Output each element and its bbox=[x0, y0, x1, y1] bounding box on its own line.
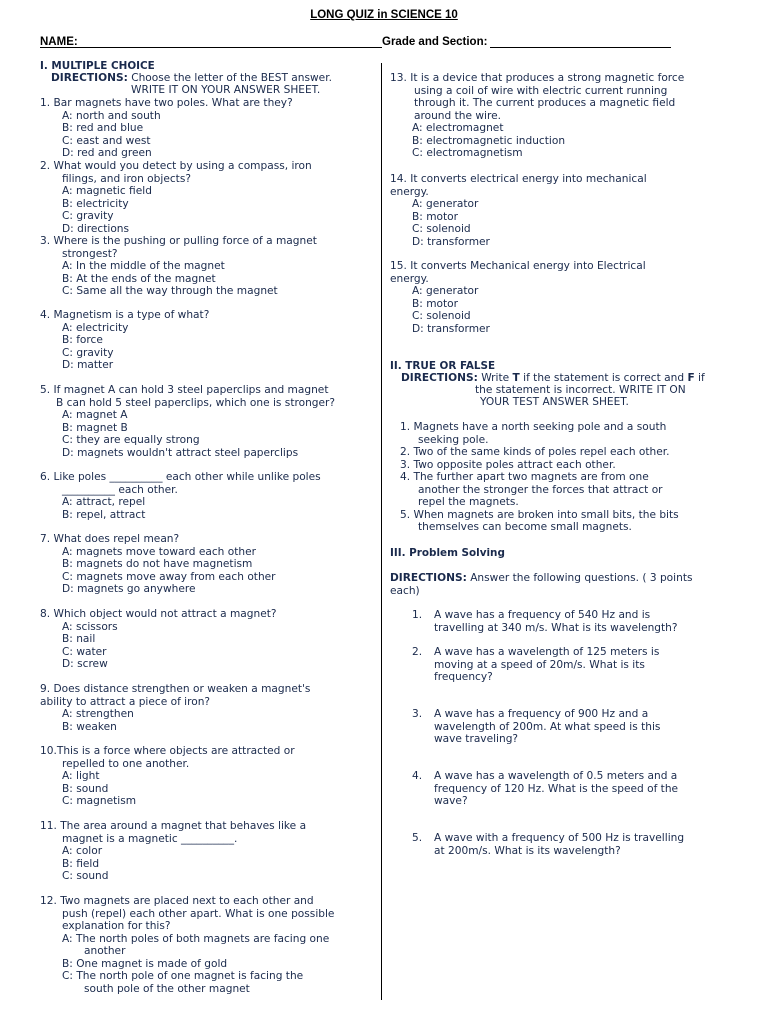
question-text: using a coil of wire with electric current running bbox=[414, 84, 668, 97]
choice: C: electromagnetism bbox=[412, 147, 523, 159]
choice: A: generator bbox=[412, 285, 479, 297]
choice: D: transformer bbox=[412, 322, 490, 335]
question-9 bbox=[40, 683, 310, 733]
mc-directions-text: Choose the letter of the BEST answer. bbox=[131, 72, 332, 84]
problem-4 bbox=[412, 770, 678, 808]
problem-3 bbox=[412, 708, 660, 746]
problem-text: frequency? bbox=[434, 671, 493, 683]
question-text: 5. If magnet A can hold 3 steel paperclips and magnet bbox=[40, 384, 329, 396]
choice: A: scissors bbox=[62, 620, 118, 633]
choice: A: magnetic field bbox=[62, 185, 152, 197]
ps-directions bbox=[390, 572, 693, 585]
choice: D: magnets go anywhere bbox=[62, 583, 196, 595]
mc-directions-label: DIRECTIONS: bbox=[51, 72, 128, 84]
tf-directions-text: if the statement is correct and bbox=[519, 372, 688, 384]
problem-text: at 200m/s. What is its wavelength? bbox=[434, 844, 621, 857]
tf-item: 4. The further apart two magnets are from one bbox=[400, 471, 649, 483]
choice: A: strengthen bbox=[62, 708, 134, 720]
problem-text: moving at a speed of 20m/s. What is its bbox=[434, 658, 645, 671]
choice: A: attract, repel bbox=[62, 496, 146, 508]
choice: C: they are equally strong bbox=[62, 434, 200, 446]
choice: C: gravity bbox=[62, 346, 114, 359]
question-text: 11. The area around a magnet that behaves like a bbox=[40, 820, 307, 832]
tf-item: 5. When magnets are broken into small bits, the bits bbox=[400, 508, 679, 521]
choice: A: color bbox=[62, 845, 103, 857]
tf-false-letter: F bbox=[687, 372, 695, 384]
choice: D: magnets wouldn't attract steel paperclips bbox=[62, 446, 299, 459]
question-5 bbox=[40, 384, 335, 459]
question-text: 9. Does distance strengthen or weaken a magnet's bbox=[40, 683, 311, 695]
choice: C: sound bbox=[62, 870, 109, 882]
tf-item: 2. Two of the same kinds of poles repel each other. bbox=[400, 446, 670, 458]
question-1 bbox=[40, 97, 293, 160]
question-13 bbox=[390, 72, 684, 160]
choice: B: nail bbox=[62, 633, 96, 645]
question-text: around the wire. bbox=[414, 109, 501, 122]
column-divider bbox=[381, 63, 382, 1000]
problem-text: A wave has a wavelength of 0.5 meters and a bbox=[434, 770, 678, 782]
question-text: push (repel) each other apart. What is one possible bbox=[62, 907, 335, 920]
question-text: B can hold 5 steel paperclips, which one is stronger? bbox=[56, 396, 336, 409]
question-text: 7. What does repel mean? bbox=[40, 533, 180, 545]
problem-text: wave? bbox=[434, 795, 468, 807]
problem-text: wave traveling? bbox=[434, 733, 519, 745]
question-14 bbox=[390, 173, 647, 248]
question-text: 2. What would you detect by using a compass, iron bbox=[40, 160, 312, 172]
tf-item: repel the magnets. bbox=[418, 496, 519, 508]
question-text: energy. bbox=[390, 185, 429, 198]
problem-text: A wave has a frequency of 540 Hz and is bbox=[434, 609, 651, 621]
choice: B: repel, attract bbox=[62, 508, 146, 521]
choice: C: The north pole of one magnet is facing the bbox=[62, 970, 304, 982]
problem-number: 2. bbox=[412, 646, 423, 658]
choice: A: electricity bbox=[62, 321, 129, 334]
question-text: repelled to one another. bbox=[62, 757, 190, 770]
tf-directions-text: Write bbox=[481, 372, 513, 384]
multiple-choice-heading: I. MULTIPLE CHOICE bbox=[40, 60, 155, 72]
question-text: filings, and iron objects? bbox=[62, 172, 191, 185]
question-text: 10.This is a force where objects are attracted or bbox=[40, 745, 295, 757]
choice: B: force bbox=[62, 334, 103, 346]
problem-1 bbox=[412, 609, 678, 634]
question-text: through it. The current produces a magnetic field bbox=[414, 97, 676, 109]
ps-directions-text-2: each) bbox=[390, 585, 420, 597]
choice: A: north and south bbox=[62, 109, 161, 122]
choice: A: In the middle of the magnet bbox=[62, 260, 225, 272]
tf-item: 3. Two opposite poles attract each other. bbox=[400, 458, 616, 471]
tf-directions-text: if bbox=[694, 372, 705, 384]
choice: C: water bbox=[62, 645, 107, 658]
question-text: 1. Bar magnets have two poles. What are they? bbox=[40, 97, 293, 109]
name-field-line[interactable] bbox=[40, 47, 382, 48]
problem-text: A wave has a wavelength of 125 meters is bbox=[434, 646, 660, 658]
question-7 bbox=[40, 533, 276, 596]
question-8 bbox=[40, 608, 277, 671]
quiz-title: LONG QUIZ in SCIENCE 10 bbox=[310, 9, 458, 21]
question-text: 12. Two magnets are placed next to each other and bbox=[40, 895, 314, 907]
tf-item: seeking pole. bbox=[418, 433, 489, 446]
choice: B: electromagnetic induction bbox=[412, 134, 566, 147]
choice: A: The north poles of both magnets are facing one bbox=[62, 932, 330, 945]
choice: D: red and green bbox=[62, 147, 152, 159]
tf-list bbox=[400, 421, 679, 534]
question-11 bbox=[40, 820, 306, 883]
choice: B: At the ends of the magnet bbox=[62, 272, 216, 285]
choice: C: Same all the way through the magnet bbox=[62, 285, 278, 297]
choice: B: motor bbox=[412, 297, 458, 310]
choice: C: gravity bbox=[62, 210, 114, 222]
ps-directions-text: Answer the following questions. ( 3 points bbox=[470, 572, 693, 584]
tf-item: 1. Magnets have a north seeking pole and a south bbox=[400, 421, 667, 433]
question-text: 4. Magnetism is a type of what? bbox=[40, 309, 210, 321]
choice: C: east and west bbox=[62, 134, 151, 147]
problem-solving-heading: III. Problem Solving bbox=[390, 547, 505, 559]
name-label: NAME: bbox=[40, 36, 78, 48]
choice: B: weaken bbox=[62, 720, 117, 733]
mc-directions bbox=[51, 72, 332, 85]
question-4 bbox=[40, 309, 209, 372]
choice: D: transformer bbox=[412, 235, 490, 248]
choice: south pole of the other magnet bbox=[84, 982, 250, 995]
tf-directions bbox=[401, 372, 705, 385]
question-text: magnet is a magnetic __________. bbox=[62, 832, 238, 845]
problem-text: A wave has a frequency of 900 Hz and a bbox=[434, 708, 649, 720]
question-text: 3. Where is the pushing or pulling force of a magnet bbox=[40, 235, 317, 247]
choice: A: generator bbox=[412, 198, 479, 210]
choice: B: motor bbox=[412, 210, 458, 223]
choice: C: magnetism bbox=[62, 795, 137, 807]
question-12 bbox=[40, 895, 334, 995]
tf-true-letter: T bbox=[512, 372, 520, 384]
question-text: 13. It is a device that produces a strong magnetic force bbox=[390, 72, 685, 84]
grade-section-field-line[interactable] bbox=[490, 47, 671, 48]
choice: A: magnets move toward each other bbox=[62, 545, 256, 558]
question-10 bbox=[40, 745, 295, 808]
grade-section-label: Grade and Section: bbox=[382, 36, 488, 48]
mc-directions-text-2: WRITE IT ON YOUR ANSWER SHEET. bbox=[131, 84, 321, 96]
question-3 bbox=[40, 235, 317, 298]
choice: B: magnet B bbox=[62, 421, 128, 434]
tf-directions-text-3: YOUR TEST ANSWER SHEET. bbox=[480, 396, 629, 408]
choice: B: red and blue bbox=[62, 122, 144, 134]
tf-directions-text-2: the statement is incorrect. WRITE IT ON bbox=[475, 384, 686, 396]
problem-2 bbox=[412, 646, 659, 684]
ps-directions-label: DIRECTIONS: bbox=[390, 572, 467, 584]
problem-number: 4. bbox=[412, 770, 423, 782]
choice: A: magnet A bbox=[62, 409, 128, 421]
choice: C: magnets move away from each other bbox=[62, 570, 276, 583]
problem-text: A wave with a frequency of 500 Hz is travelling bbox=[434, 832, 685, 844]
problem-number: 3. bbox=[412, 708, 423, 720]
choice: B: electricity bbox=[62, 197, 129, 210]
choice: another bbox=[84, 945, 126, 957]
tf-directions-label: DIRECTIONS: bbox=[401, 372, 478, 384]
choice: C: solenoid bbox=[412, 310, 471, 322]
tf-item: another the stronger the forces that attract or bbox=[418, 483, 663, 496]
question-text: energy. bbox=[390, 272, 429, 285]
question-text: 6. Like poles __________ each other while unlike poles bbox=[40, 471, 321, 483]
problem-number: 1. bbox=[412, 609, 423, 621]
problem-5 bbox=[412, 832, 684, 857]
question-6 bbox=[40, 471, 321, 521]
choice: D: directions bbox=[62, 222, 130, 235]
choice: B: sound bbox=[62, 782, 109, 795]
question-15 bbox=[390, 260, 646, 335]
question-2 bbox=[40, 160, 312, 235]
question-text: 14. It converts electrical energy into mechanical bbox=[390, 173, 647, 185]
choice: B: magnets do not have magnetism bbox=[62, 558, 253, 570]
tf-item: themselves can become small magnets. bbox=[418, 521, 632, 533]
problem-number: 5. bbox=[412, 832, 423, 844]
problem-text: wavelength of 200m. At what speed is this bbox=[434, 720, 661, 733]
choice: A: light bbox=[62, 770, 100, 782]
question-text: 15. It converts Mechanical energy into Electrical bbox=[390, 260, 646, 272]
problem-text: travelling at 340 m/s. What is its wavelength? bbox=[434, 621, 678, 634]
question-text: __________ each other. bbox=[62, 483, 178, 496]
true-false-heading: II. TRUE OR FALSE bbox=[390, 360, 496, 372]
choice: B: One magnet is made of gold bbox=[62, 957, 228, 970]
choice: A: electromagnet bbox=[412, 122, 504, 134]
question-text: strongest? bbox=[62, 247, 118, 260]
question-text: ability to attract a piece of iron? bbox=[40, 695, 211, 708]
problem-text: frequency of 120 Hz. What is the speed of the bbox=[434, 782, 679, 795]
choice: D: matter bbox=[62, 359, 114, 371]
choice: D: screw bbox=[62, 658, 108, 670]
question-text: explanation for this? bbox=[62, 920, 171, 932]
question-text: 8. Which object would not attract a magnet? bbox=[40, 608, 277, 620]
choice: C: solenoid bbox=[412, 223, 471, 235]
choice: B: field bbox=[62, 857, 100, 870]
